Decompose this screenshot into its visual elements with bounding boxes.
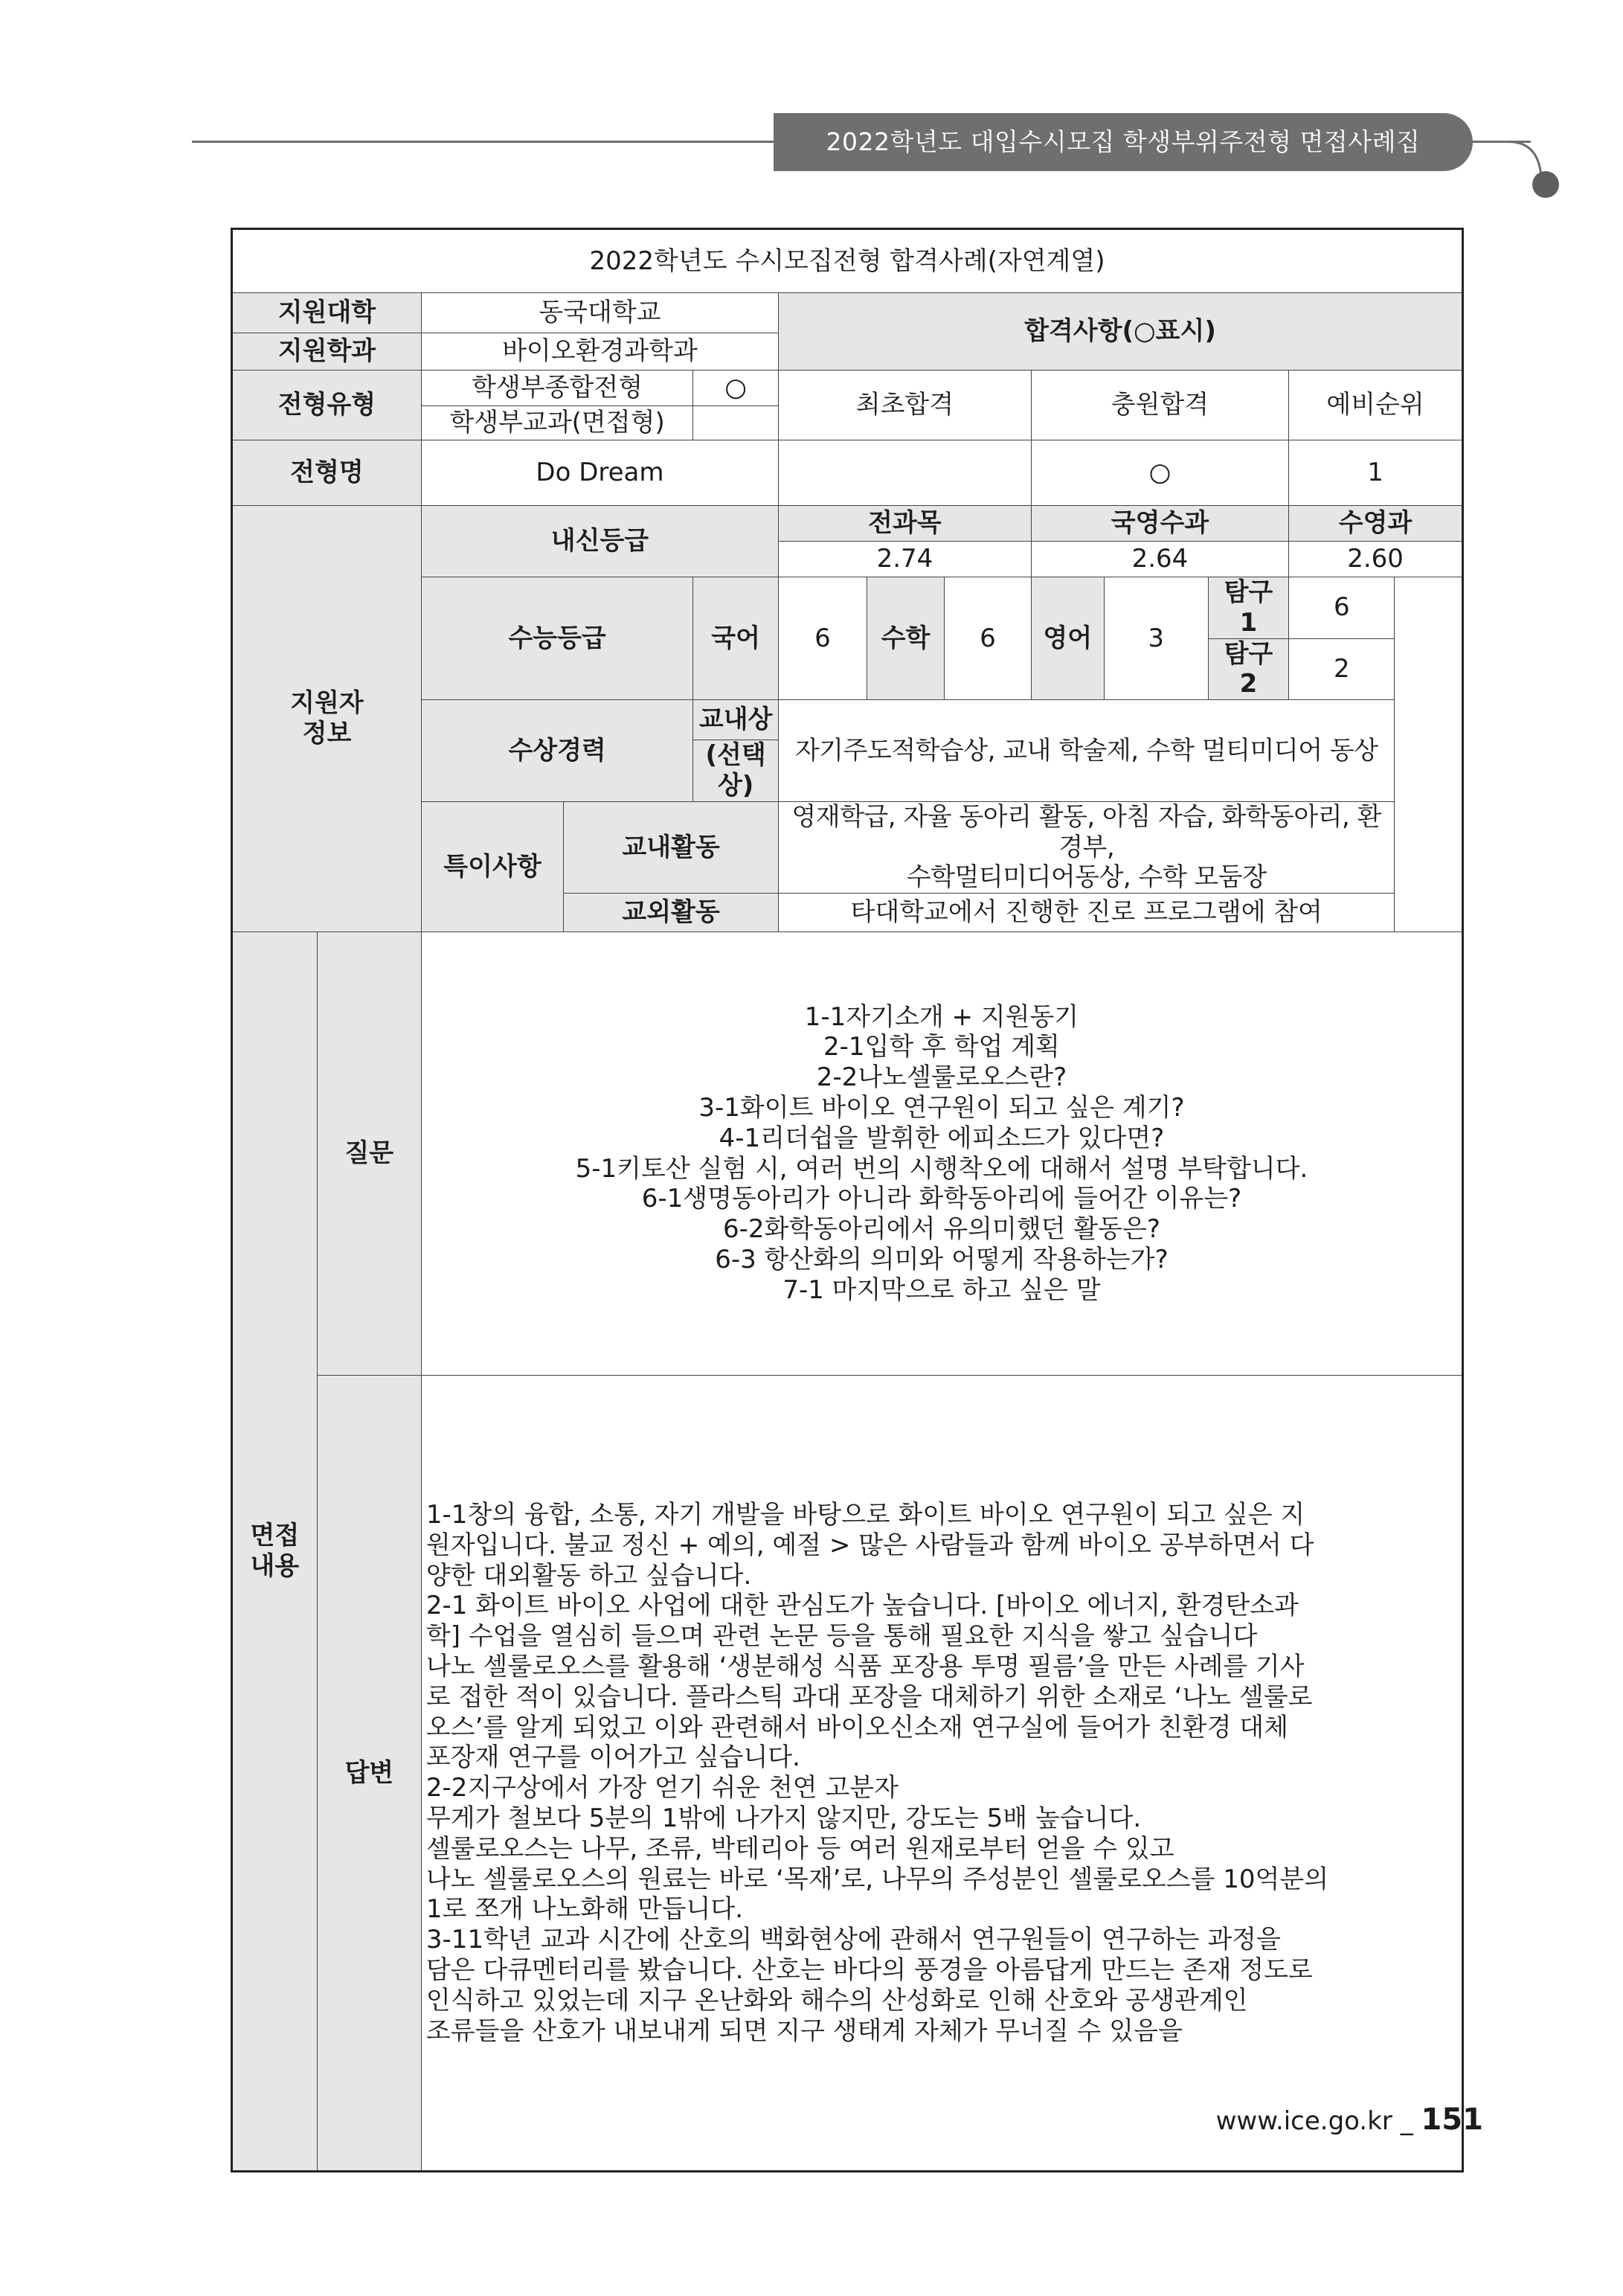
out-school-activities-label: 교외활동 [564,894,779,932]
in-school-activities-label: 교내활동 [564,801,779,893]
answer-line: 양한 대외활동 하고 싶습니다. [425,1560,752,1591]
footer-url: www.ice.go.kr [1215,2106,1392,2136]
awards-selection-note: (선택상) [693,740,779,802]
result-header-waitlist: 예비순위 [1289,371,1463,440]
grades-header-mes: 수영과 [1289,506,1463,542]
suneung-english-grade: 3 [1104,577,1208,700]
answer-line: 2-2지구상에서 가장 얻기 쉬운 천연 고분자 [425,1773,899,1803]
suneung-label: 수능등급 [421,577,692,700]
department-value: 바이오환경과학과 [421,333,778,371]
suneung-math-grade: 6 [945,577,1032,700]
footer-separator: _ [1400,2106,1413,2136]
admission-type-mark: ○ [693,371,779,406]
admission-type-label: 전형유형 [232,371,422,440]
page-footer [1216,2103,1483,2137]
answer-line: 나노 셀룰로오스를 활용해 ‘생분해성 식품 포장용 투명 필름’을 만든 사례를 기사 [425,1651,1305,1681]
answer-line: 원자입니다. 불교 정신 + 예의, 예절 > 많은 사람들과 함께 바이오 공부하면서 다 [425,1530,1314,1560]
answer-line: 학] 수업을 열심히 들으며 관련 논문 등을 통해 필요한 지식을 쌓고 싶습니다 [425,1621,1258,1652]
question-item: 7-1 마지막으로 하고 싶은 말 [782,1274,1101,1305]
question-item: 5-1키토산 실험 시, 여러 번의 시행착오에 대해서 설명 부탁합니다. [575,1153,1308,1184]
awards-value: 자기주도적학습상, 교내 학술제, 수학 멀티미디어 동상 [778,700,1394,802]
question-item: 3-1화이트 바이오 연구원이 되고 싶은 계기? [698,1093,1185,1123]
awards-label: 수상경력 [421,700,692,802]
answer-line: 2-1 화이트 바이오 사업에 대한 관심도가 높습니다. [바이오 에너지, 환경탄소과 [425,1591,1299,1621]
answer-line: 1-1창의 융합, 소통, 자기 개발을 바탕으로 화이트 바이오 연구원이 되고 싶은 지 [425,1500,1305,1530]
admission-case-table [231,228,1464,2172]
grades-value-kems: 2.64 [1031,542,1288,577]
result-value-additional: ○ [1031,440,1288,506]
question-list [421,932,1462,1376]
grades-value-all: 2.74 [778,542,1031,577]
university-value: 동국대학교 [421,293,778,333]
school-grades-label: 내신등급 [421,506,778,577]
suneung-math-label: 수학 [867,577,944,700]
page-number: 151 [1421,2103,1483,2137]
question-item: 6-2화학동아리에서 유의미했던 활동은? [723,1214,1160,1245]
result-header: 합격사항(○표시) [778,293,1462,371]
interview-content-label: 면접 내용 [232,932,318,2172]
suneung-inquiry2-label: 탐구 2 [1208,638,1288,700]
answer-line: 무게가 철보다 5분의 1밖에 나가지 않지만, 강도는 5배 높습니다. [425,1803,1142,1833]
suneung-inquiry2-grade: 2 [1289,638,1395,700]
question-item: 2-2나노셀룰로오스란? [816,1062,1067,1093]
question-item: 6-1생명동아리가 아니라 화학동아리에 들어간 이유는? [641,1184,1242,1214]
answer-text [421,1376,1462,2172]
question-item: 6-3 항산화의 의미와 어떻게 작용하는가? [715,1245,1169,1275]
answer-line: 나노 셀룰로오스의 원료는 바로 ‘목재’로, 나무의 주성분인 셀룰로오스를 10억분의 [425,1864,1329,1894]
answer-line: 3-11학년 교과 시간에 산호의 백화현상에 관해서 연구원들이 연구하는 과정을 [425,1925,1281,1955]
answer-line: 셀룰로오스는 나무, 조류, 박테리아 등 여러 원재로부터 얻을 수 있고 [425,1833,1174,1864]
out-school-activities-value: 타대학교에서 진행한 진로 프로그램에 참여 [778,894,1394,932]
grades-value-mes: 2.60 [1289,542,1463,577]
program-name-value: Do Dream [421,440,778,506]
suneung-english-label: 영어 [1031,577,1104,700]
admission-type-option: 학생부종합전형 [421,371,692,406]
answer-line: 담은 다큐멘터리를 봤습니다. 산호는 바다의 풍경을 아름답게 만드는 존재 정도로 [425,1955,1313,1985]
suneung-korean-label: 국어 [693,577,779,700]
answers-label: 답변 [317,1376,421,2172]
answer-line: 오스’를 알게 되었고 이와 관련해서 바이오신소재 연구실에 들어가 친환경 대체 [425,1712,1288,1742]
program-name-label: 전형명 [232,440,422,506]
admission-type-mark [693,406,779,440]
special-notes-label: 특이사항 [421,801,563,931]
question-item: 2-1입학 후 학업 계획 [823,1032,1060,1062]
admission-type-option: 학생부교과(면접형) [421,406,692,440]
department-label: 지원학과 [232,333,422,371]
running-title: 2022학년도 대입수시모집 학생부위주전형 면접사례집 [774,113,1473,171]
result-header-first: 최초합격 [778,371,1031,440]
suneung-inquiry1-grade: 6 [1289,577,1395,639]
suneung-korean-grade: 6 [778,577,867,700]
university-label: 지원대학 [232,293,422,333]
suneung-inquiry1-label: 탐구 1 [1208,577,1288,639]
result-header-additional: 충원합격 [1031,371,1288,440]
header-dot-ornament [1532,171,1559,198]
answer-line: 포장재 연구를 이어가고 싶습니다. [425,1742,800,1773]
grades-header-all: 전과목 [778,506,1031,542]
awards-school-label: 교내상 [693,700,779,740]
result-value-first [778,440,1031,506]
question-item: 1-1자기소개 + 지원동기 [804,1001,1079,1032]
answer-line: 1로 쪼개 나노화해 만듭니다. [425,1894,744,1925]
answer-line: 로 접한 적이 있습니다. 플라스틱 과대 포장을 대체하기 위한 소재로 ‘나노 셀룰로 [425,1681,1313,1712]
question-item: 4-1리더쉽을 발휘한 에피소드가 있다면? [719,1123,1165,1153]
grades-header-kems: 국영수과 [1031,506,1288,542]
result-value-waitlist: 1 [1289,440,1463,506]
applicant-info-label: 지원자 정보 [232,506,422,932]
table-title: 2022학년도 수시모집전형 합격사례(자연계열) [232,229,1463,293]
questions-label: 질문 [317,932,421,1376]
answer-line: 인식하고 있었는데 지구 온난화와 해수의 산성화로 인해 산호와 공생관계인 [425,1985,1248,2016]
answer-line: 조류들을 산호가 내보내게 되면 지구 생태계 자체가 무너질 수 있음을 [425,2016,1183,2046]
in-school-activities-value: 영재학급, 자율 동아리 활동, 아침 자습, 화학동아리, 환경부, 수학멀티미디어동상, 수학 모둠장 [778,801,1394,893]
